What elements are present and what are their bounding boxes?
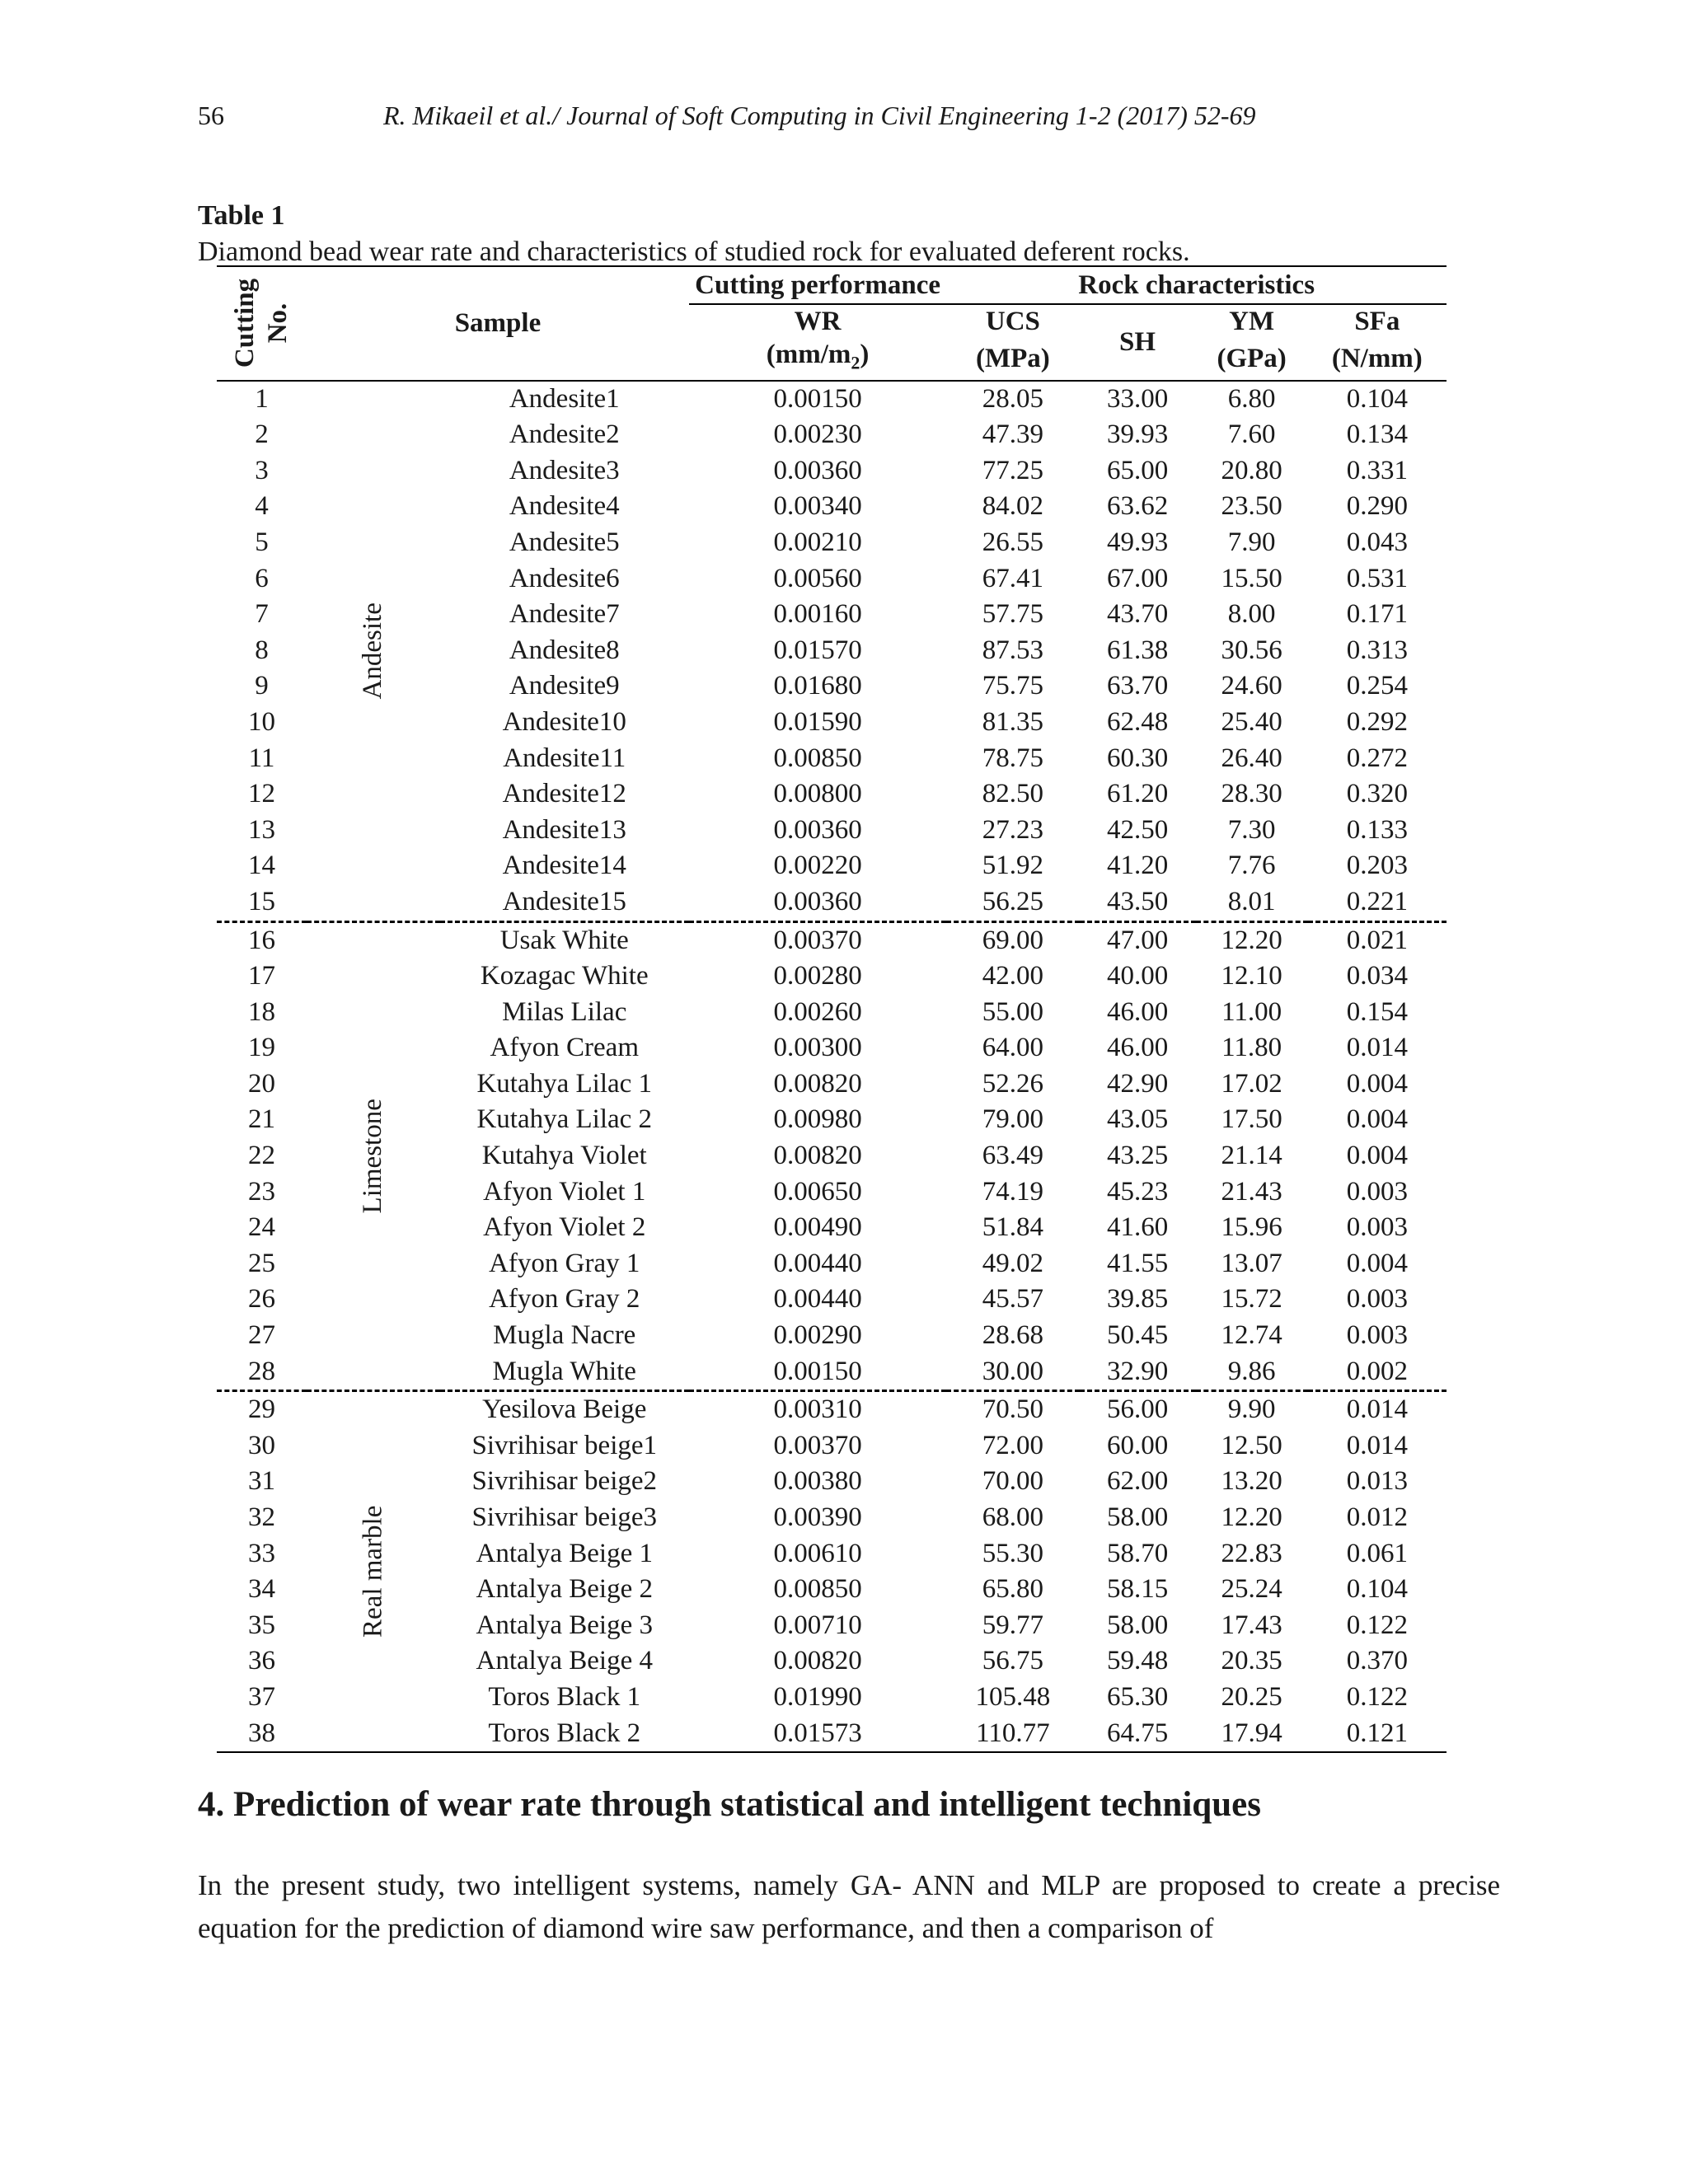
cell-ucs: 75.75 bbox=[982, 671, 1044, 701]
cell-no: 3 bbox=[255, 455, 269, 485]
cell-sfa: 0.013 bbox=[1346, 1466, 1408, 1497]
cell-sfa: 0.331 bbox=[1346, 455, 1408, 485]
cell-sh: 65.30 bbox=[1106, 1681, 1169, 1712]
cell-no: 11 bbox=[248, 743, 275, 773]
header-wr: WR bbox=[794, 307, 842, 336]
cell-sfa: 0.134 bbox=[1346, 419, 1408, 450]
cell-sample: Mugla Nacre bbox=[493, 1320, 636, 1351]
cell-ym: 15.72 bbox=[1221, 1284, 1282, 1315]
cell-sh: 39.85 bbox=[1106, 1284, 1169, 1315]
cell-sfa: 0.221 bbox=[1346, 886, 1408, 916]
cell-sample: Andesite2 bbox=[509, 419, 620, 450]
cell-wr: 0.00340 bbox=[773, 491, 862, 522]
group-label bbox=[307, 381, 440, 921]
cell-ym: 24.60 bbox=[1221, 671, 1282, 701]
table-label: Table 1 bbox=[198, 200, 285, 231]
cell-no: 8 bbox=[255, 635, 269, 665]
cell-ucs: 70.50 bbox=[946, 1391, 1079, 1428]
cell-ym: 7.30 bbox=[1227, 814, 1276, 845]
cell-wr: 0.00220 bbox=[773, 851, 862, 881]
cell-ucs: 56.75 bbox=[982, 1646, 1044, 1676]
cell-no: 23 bbox=[248, 1176, 275, 1207]
cell-ym: 8.00 bbox=[1227, 599, 1276, 630]
cell-sample: Afyon Gray 1 bbox=[489, 1248, 640, 1278]
cell-sfa: 0.313 bbox=[1346, 635, 1408, 665]
cell-no: 27 bbox=[248, 1320, 275, 1351]
cell-ucs: 70.00 bbox=[982, 1466, 1044, 1497]
cell-sample: Andesite13 bbox=[502, 814, 626, 845]
cell-ym: 23.50 bbox=[1221, 491, 1282, 522]
cell-sh: 62.00 bbox=[1106, 1466, 1169, 1497]
cell-sfa: 0.122 bbox=[1346, 1681, 1408, 1712]
cell-sh: 39.93 bbox=[1106, 419, 1169, 450]
cell-sample: Andesite12 bbox=[502, 779, 626, 809]
cell-wr: 0.00610 bbox=[773, 1538, 862, 1568]
cell-sh: 40.00 bbox=[1106, 961, 1169, 991]
cell-sfa: 0.004 bbox=[1346, 1068, 1408, 1099]
cell-wr: 0.00260 bbox=[773, 996, 862, 1027]
cell-ym: 11.00 bbox=[1221, 996, 1282, 1027]
group-label-text: Limestone bbox=[358, 1099, 387, 1214]
cell-ym: 9.90 bbox=[1196, 1391, 1308, 1428]
cell-ym: 17.50 bbox=[1221, 1104, 1282, 1135]
cell-ucs: 51.92 bbox=[982, 851, 1044, 881]
cell-sample: Andesite5 bbox=[509, 527, 620, 557]
cell-wr: 0.00490 bbox=[773, 1212, 862, 1243]
cell-wr: 0.00370 bbox=[689, 921, 946, 958]
cell-ucs: 87.53 bbox=[982, 635, 1044, 665]
cell-wr: 0.00800 bbox=[773, 779, 862, 809]
cell-sample: Antalya Beige 2 bbox=[476, 1574, 653, 1605]
cell-no: 21 bbox=[248, 1104, 275, 1135]
cell-ucs: 64.00 bbox=[982, 1033, 1044, 1063]
header-group-characteristics: Rock characteristics bbox=[946, 266, 1447, 304]
cell-ym: 25.24 bbox=[1221, 1574, 1282, 1605]
cell-sfa: 0.012 bbox=[1346, 1502, 1408, 1532]
cell-sfa: 0.003 bbox=[1346, 1212, 1408, 1243]
cell-ym: 12.20 bbox=[1221, 1502, 1282, 1532]
header-sfa-unit: (N/mm) bbox=[1308, 338, 1447, 381]
cell-sample: Andesite1 bbox=[509, 383, 620, 414]
cell-wr: 0.00440 bbox=[773, 1248, 862, 1278]
table-row bbox=[217, 921, 1447, 958]
cell-sfa: 0.121 bbox=[1308, 1716, 1447, 1753]
cell-ucs: 105.48 bbox=[975, 1681, 1051, 1712]
cell-ucs: 49.02 bbox=[982, 1248, 1044, 1278]
cell-sample: Toros Black 1 bbox=[488, 1681, 641, 1712]
cell-ucs: 26.55 bbox=[982, 527, 1044, 557]
cell-ucs: 84.02 bbox=[982, 491, 1044, 522]
cell-no: 10 bbox=[248, 706, 275, 737]
cell-sample: Sivrihisar beige1 bbox=[471, 1430, 658, 1460]
cell-ucs: 69.00 bbox=[946, 921, 1079, 958]
cell-ucs: 27.23 bbox=[982, 814, 1044, 845]
table-row bbox=[217, 1391, 1447, 1428]
cell-no: 37 bbox=[248, 1681, 275, 1712]
cell-no: 33 bbox=[248, 1538, 275, 1568]
cell-sfa: 0.003 bbox=[1346, 1176, 1408, 1207]
cell-sfa: 0.203 bbox=[1346, 851, 1408, 881]
cell-sh: 43.25 bbox=[1106, 1141, 1169, 1171]
table-row bbox=[217, 381, 1447, 418]
cell-sh: 64.75 bbox=[1080, 1716, 1196, 1753]
cell-sample: Antalya Beige 3 bbox=[476, 1610, 653, 1640]
cell-sfa: 0.154 bbox=[1346, 996, 1408, 1027]
header-cutting-no: Cutting No. bbox=[217, 266, 307, 381]
cell-sfa: 0.003 bbox=[1346, 1320, 1408, 1351]
cell-sh: 49.93 bbox=[1106, 527, 1169, 557]
cell-sample: Andesite9 bbox=[509, 671, 620, 701]
cell-sfa: 0.104 bbox=[1346, 1574, 1408, 1605]
cell-sfa: 0.171 bbox=[1346, 599, 1408, 630]
header-sh: SH bbox=[1080, 304, 1196, 381]
cell-sfa: 0.254 bbox=[1346, 671, 1408, 701]
cell-sfa: 0.034 bbox=[1346, 961, 1408, 991]
cell-sample: Toros Black 2 bbox=[440, 1716, 689, 1753]
cell-no: 24 bbox=[248, 1212, 275, 1243]
cell-no: 36 bbox=[248, 1646, 275, 1676]
cell-sfa: 0.290 bbox=[1346, 491, 1408, 522]
cell-ucs: 52.26 bbox=[982, 1068, 1044, 1099]
cell-no: 16 bbox=[217, 921, 307, 958]
cell-ucs: 59.77 bbox=[982, 1610, 1044, 1640]
cell-sample: Kozagac White bbox=[480, 961, 649, 991]
cell-sh: 42.90 bbox=[1106, 1068, 1169, 1099]
cell-ucs: 67.41 bbox=[982, 563, 1044, 593]
cell-wr: 0.00160 bbox=[773, 599, 862, 630]
cell-no: 30 bbox=[248, 1430, 275, 1460]
cell-sample: Afyon Violet 2 bbox=[483, 1212, 646, 1243]
group-label bbox=[307, 1391, 440, 1752]
cell-sh: 46.00 bbox=[1106, 1033, 1169, 1063]
cell-wr: 0.00390 bbox=[773, 1502, 862, 1532]
cell-ym: 15.50 bbox=[1221, 563, 1282, 593]
cell-ucs: 63.49 bbox=[982, 1141, 1044, 1171]
cell-sh: 42.50 bbox=[1106, 814, 1169, 845]
cell-sample: Mugla White bbox=[492, 1356, 636, 1386]
cell-ym: 25.40 bbox=[1221, 706, 1282, 737]
cell-no: 2 bbox=[255, 419, 269, 450]
cell-no: 15 bbox=[248, 886, 275, 916]
cell-no: 22 bbox=[248, 1141, 275, 1171]
cell-sh: 62.48 bbox=[1106, 706, 1169, 737]
cell-no: 31 bbox=[248, 1466, 275, 1497]
cell-wr: 0.00280 bbox=[773, 961, 862, 991]
cell-no: 19 bbox=[248, 1033, 275, 1063]
cell-sh: 41.60 bbox=[1106, 1212, 1169, 1243]
cell-sfa: 0.014 bbox=[1346, 1430, 1408, 1460]
cell-sh: 60.30 bbox=[1106, 743, 1169, 773]
cell-sh: 46.00 bbox=[1106, 996, 1169, 1027]
cell-sh: 67.00 bbox=[1106, 563, 1169, 593]
cell-sample: Andesite7 bbox=[509, 599, 620, 630]
cell-no: 12 bbox=[248, 779, 275, 809]
header-sfa: SFa bbox=[1354, 307, 1400, 336]
cell-no: 5 bbox=[255, 527, 269, 557]
cell-no: 4 bbox=[255, 491, 269, 522]
journal-reference: R. Mikaeil et al./ Journal of Soft Computing in Civil Engineering 1-2 (2017) 52-69 bbox=[383, 101, 1256, 130]
cell-ucs: 47.39 bbox=[982, 419, 1044, 450]
cell-ym: 7.76 bbox=[1227, 851, 1276, 881]
cell-sample: Kutahya Violet bbox=[481, 1141, 647, 1171]
cell-no: 34 bbox=[248, 1574, 275, 1605]
cell-sh: 58.00 bbox=[1106, 1502, 1169, 1532]
cell-no: 1 bbox=[255, 383, 269, 414]
cell-wr: 0.00370 bbox=[773, 1430, 862, 1460]
cell-sfa: 0.061 bbox=[1346, 1538, 1408, 1568]
cell-sfa: 0.003 bbox=[1346, 1284, 1408, 1315]
cell-ym: 12.50 bbox=[1221, 1430, 1282, 1460]
cell-ym: 28.30 bbox=[1221, 779, 1282, 809]
cell-wr: 0.00210 bbox=[773, 527, 862, 557]
cell-ucs: 55.30 bbox=[982, 1538, 1044, 1568]
cell-sample: Afyon Gray 2 bbox=[489, 1284, 640, 1315]
cell-sfa: 0.021 bbox=[1308, 921, 1447, 958]
cell-no: 20 bbox=[248, 1068, 275, 1099]
cell-sample: Kutahya Lilac 2 bbox=[476, 1104, 653, 1135]
cell-ucs: 78.75 bbox=[982, 743, 1044, 773]
cell-sh: 63.70 bbox=[1106, 671, 1169, 701]
cell-no: 13 bbox=[248, 814, 275, 845]
cell-sh: 41.20 bbox=[1106, 851, 1169, 881]
cell-wr: 0.01573 bbox=[689, 1716, 946, 1753]
cell-wr: 0.00820 bbox=[773, 1141, 862, 1171]
section-title: 4. Prediction of wear rate through statistical and intelligent techniques bbox=[198, 1785, 1261, 1824]
cell-wr: 0.00290 bbox=[773, 1320, 862, 1351]
cell-sh: 32.90 bbox=[1106, 1356, 1169, 1386]
cell-ym: 20.25 bbox=[1221, 1681, 1282, 1712]
cell-wr: 0.00380 bbox=[773, 1466, 862, 1497]
cell-sfa: 0.531 bbox=[1346, 563, 1408, 593]
cell-sample: Usak White bbox=[440, 921, 689, 958]
cell-sfa: 0.043 bbox=[1346, 527, 1408, 557]
cell-ucs: 28.68 bbox=[982, 1320, 1044, 1351]
data-table bbox=[217, 265, 1447, 1753]
cell-ym: 9.86 bbox=[1227, 1356, 1276, 1386]
cell-wr: 0.00360 bbox=[773, 814, 862, 845]
cell-sh: 58.70 bbox=[1106, 1538, 1169, 1568]
cell-sfa: 0.122 bbox=[1346, 1610, 1408, 1640]
cell-ucs: 42.00 bbox=[982, 961, 1044, 991]
cell-ucs: 79.00 bbox=[982, 1104, 1044, 1135]
cell-sh: 65.00 bbox=[1106, 455, 1169, 485]
cell-no: 9 bbox=[255, 671, 269, 701]
cell-no: 26 bbox=[248, 1284, 275, 1315]
cell-no: 6 bbox=[255, 563, 269, 593]
cell-wr: 0.01570 bbox=[773, 635, 862, 665]
cell-sh: 58.15 bbox=[1106, 1574, 1169, 1605]
cell-ym: 20.80 bbox=[1221, 455, 1282, 485]
cell-sample: Andesite3 bbox=[509, 455, 620, 485]
cell-wr: 0.00230 bbox=[773, 419, 862, 450]
group-label bbox=[307, 921, 440, 1391]
cell-sample: Yesilova Beige bbox=[440, 1391, 689, 1428]
cell-sh: 43.05 bbox=[1106, 1104, 1169, 1135]
cell-sh: 45.23 bbox=[1106, 1176, 1169, 1207]
cell-ucs: 45.57 bbox=[982, 1284, 1044, 1315]
cell-sample: Afyon Violet 1 bbox=[483, 1176, 646, 1207]
cell-sh: 58.00 bbox=[1106, 1610, 1169, 1640]
cell-sh: 41.55 bbox=[1106, 1248, 1169, 1278]
cell-no: 17 bbox=[248, 961, 275, 991]
cell-sfa: 0.014 bbox=[1346, 1033, 1408, 1063]
cell-ym: 26.40 bbox=[1221, 743, 1282, 773]
cell-ym: 13.07 bbox=[1221, 1248, 1282, 1278]
cell-ym: 11.80 bbox=[1221, 1033, 1282, 1063]
cell-ym: 21.43 bbox=[1221, 1176, 1282, 1207]
cell-sfa: 0.014 bbox=[1308, 1391, 1447, 1428]
cell-sample: Antalya Beige 1 bbox=[476, 1538, 653, 1568]
cell-ym: 12.74 bbox=[1221, 1320, 1282, 1351]
cell-wr: 0.00150 bbox=[773, 383, 862, 414]
cell-no: 18 bbox=[248, 996, 275, 1027]
cell-sfa: 0.370 bbox=[1346, 1646, 1408, 1676]
cell-sample: Milas Lilac bbox=[502, 996, 627, 1027]
cell-sh: 61.20 bbox=[1106, 779, 1169, 809]
table-caption bbox=[198, 198, 1500, 270]
cell-ucs: 82.50 bbox=[982, 779, 1044, 809]
header-group-performance: Cutting performance bbox=[689, 266, 946, 304]
cell-ucs: 74.19 bbox=[982, 1176, 1044, 1207]
cell-sample: Andesite10 bbox=[502, 706, 626, 737]
cell-wr: 0.00360 bbox=[773, 455, 862, 485]
cell-wr: 0.01680 bbox=[773, 671, 862, 701]
cell-sfa: 0.002 bbox=[1346, 1356, 1408, 1386]
cell-wr: 0.00360 bbox=[773, 886, 862, 916]
cell-sample: Sivrihisar beige3 bbox=[471, 1502, 658, 1532]
cell-sh: 56.00 bbox=[1080, 1391, 1196, 1428]
header-ym: YM bbox=[1229, 307, 1275, 336]
cell-ucs: 57.75 bbox=[982, 599, 1044, 630]
cell-ym: 12.10 bbox=[1221, 961, 1282, 991]
cell-ym: 22.83 bbox=[1221, 1538, 1282, 1568]
cell-wr: 0.00710 bbox=[773, 1610, 862, 1640]
cell-no: 14 bbox=[248, 851, 275, 881]
cell-ym: 7.90 bbox=[1227, 527, 1276, 557]
cell-no: 25 bbox=[248, 1248, 275, 1278]
cell-ym: 17.94 bbox=[1196, 1716, 1308, 1753]
table-body bbox=[217, 381, 1447, 1753]
header-ucs: UCS bbox=[985, 307, 1040, 336]
page-number: 56 bbox=[198, 101, 224, 130]
table-caption-text: Diamond bead wear rate and characteristics of studied rock for evaluated deferent rocks. bbox=[198, 237, 1190, 267]
cell-ym: 21.14 bbox=[1221, 1141, 1282, 1171]
cell-ucs: 65.80 bbox=[982, 1574, 1044, 1605]
cell-wr: 0.00850 bbox=[773, 743, 862, 773]
cell-sh: 63.62 bbox=[1106, 491, 1169, 522]
cell-wr: 0.00440 bbox=[773, 1284, 862, 1315]
cell-sample: Andesite6 bbox=[509, 563, 620, 593]
header-ym-unit: (GPa) bbox=[1196, 338, 1308, 381]
cell-ucs: 55.00 bbox=[982, 996, 1044, 1027]
body-paragraph: In the present study, two intelligent systems, namely GA- ANN and MLP are proposed to create a precise equation for the prediction of diamond wire saw performance, and then a comparison of bbox=[198, 1869, 1500, 1944]
cell-no: 7 bbox=[255, 599, 269, 630]
cell-ucs: 28.05 bbox=[982, 383, 1044, 414]
cell-ym: 13.20 bbox=[1221, 1466, 1282, 1497]
cell-sample: Andesite15 bbox=[502, 886, 626, 916]
group-label-text: Andesite bbox=[358, 602, 387, 700]
cell-sfa: 0.104 bbox=[1346, 383, 1408, 414]
cell-sfa: 0.004 bbox=[1346, 1104, 1408, 1135]
cell-ucs: 30.00 bbox=[982, 1356, 1044, 1386]
header-sample: Sample bbox=[307, 266, 689, 381]
cell-ym: 20.35 bbox=[1221, 1646, 1282, 1676]
cell-wr: 0.00820 bbox=[773, 1646, 862, 1676]
cell-no: 35 bbox=[248, 1610, 275, 1640]
cell-ym: 15.96 bbox=[1221, 1212, 1282, 1243]
cell-ucs: 72.00 bbox=[982, 1430, 1044, 1460]
cell-sample: Andesite4 bbox=[509, 491, 620, 522]
cell-ucs: 77.25 bbox=[982, 455, 1044, 485]
cell-sh: 61.38 bbox=[1106, 635, 1169, 665]
cell-ucs: 110.77 bbox=[946, 1716, 1079, 1753]
cell-wr: 0.00980 bbox=[773, 1104, 862, 1135]
cell-sample: Antalya Beige 4 bbox=[476, 1646, 653, 1676]
cell-sfa: 0.004 bbox=[1346, 1248, 1408, 1278]
cell-sfa: 0.272 bbox=[1346, 743, 1408, 773]
cell-wr: 0.00300 bbox=[773, 1033, 862, 1063]
cell-sfa: 0.133 bbox=[1346, 814, 1408, 845]
cell-no: 28 bbox=[248, 1356, 275, 1386]
cell-sample: Afyon Cream bbox=[490, 1033, 640, 1063]
cell-ym: 17.43 bbox=[1221, 1610, 1282, 1640]
cell-ym: 8.01 bbox=[1227, 886, 1276, 916]
cell-no: 29 bbox=[217, 1391, 307, 1428]
header-wr-unit: $(mm/m_2)$ bbox=[689, 338, 946, 381]
cell-ym: 7.60 bbox=[1227, 419, 1276, 450]
cell-sh: 33.00 bbox=[1106, 383, 1169, 414]
cell-ym: 30.56 bbox=[1221, 635, 1282, 665]
cell-sh: 43.70 bbox=[1106, 599, 1169, 630]
cell-sh: 47.00 bbox=[1080, 921, 1196, 958]
header-ucs-unit: (MPa) bbox=[946, 338, 1079, 381]
cell-wr: 0.00150 bbox=[773, 1356, 862, 1386]
cell-no: 38 bbox=[217, 1716, 307, 1753]
cell-ym: 6.80 bbox=[1227, 383, 1276, 414]
cell-wr: 0.00850 bbox=[773, 1574, 862, 1605]
group-label-text: Real marble bbox=[358, 1506, 387, 1638]
cell-wr: 0.00650 bbox=[773, 1176, 862, 1207]
cell-wr: 0.01590 bbox=[773, 706, 862, 737]
cell-sample: Sivrihisar beige2 bbox=[471, 1466, 658, 1497]
cell-wr: 0.01990 bbox=[773, 1681, 862, 1712]
cell-sfa: 0.320 bbox=[1346, 779, 1408, 809]
cell-wr: 0.00560 bbox=[773, 563, 862, 593]
cell-ucs: 81.35 bbox=[982, 706, 1044, 737]
cell-sample: Andesite14 bbox=[502, 851, 626, 881]
cell-sh: 59.48 bbox=[1106, 1646, 1169, 1676]
cell-ym: 17.02 bbox=[1221, 1068, 1282, 1099]
cell-sfa: 0.292 bbox=[1346, 706, 1408, 737]
cell-sh: 50.45 bbox=[1106, 1320, 1169, 1351]
cell-sample: Andesite8 bbox=[509, 635, 620, 665]
cell-ucs: 51.84 bbox=[982, 1212, 1044, 1243]
cell-ym: 12.20 bbox=[1196, 921, 1308, 958]
cell-sfa: 0.004 bbox=[1346, 1141, 1408, 1171]
cell-sample: Kutahya Lilac 1 bbox=[476, 1068, 653, 1099]
cell-wr: 0.00820 bbox=[773, 1068, 862, 1099]
cell-no: 32 bbox=[248, 1502, 275, 1532]
cell-ucs: 56.25 bbox=[982, 886, 1044, 916]
cell-sh: 43.50 bbox=[1106, 886, 1169, 916]
cell-ucs: 68.00 bbox=[982, 1502, 1044, 1532]
cell-wr: 0.00310 bbox=[689, 1391, 946, 1428]
cell-sample: Andesite11 bbox=[503, 743, 626, 773]
cell-sh: 60.00 bbox=[1106, 1430, 1169, 1460]
